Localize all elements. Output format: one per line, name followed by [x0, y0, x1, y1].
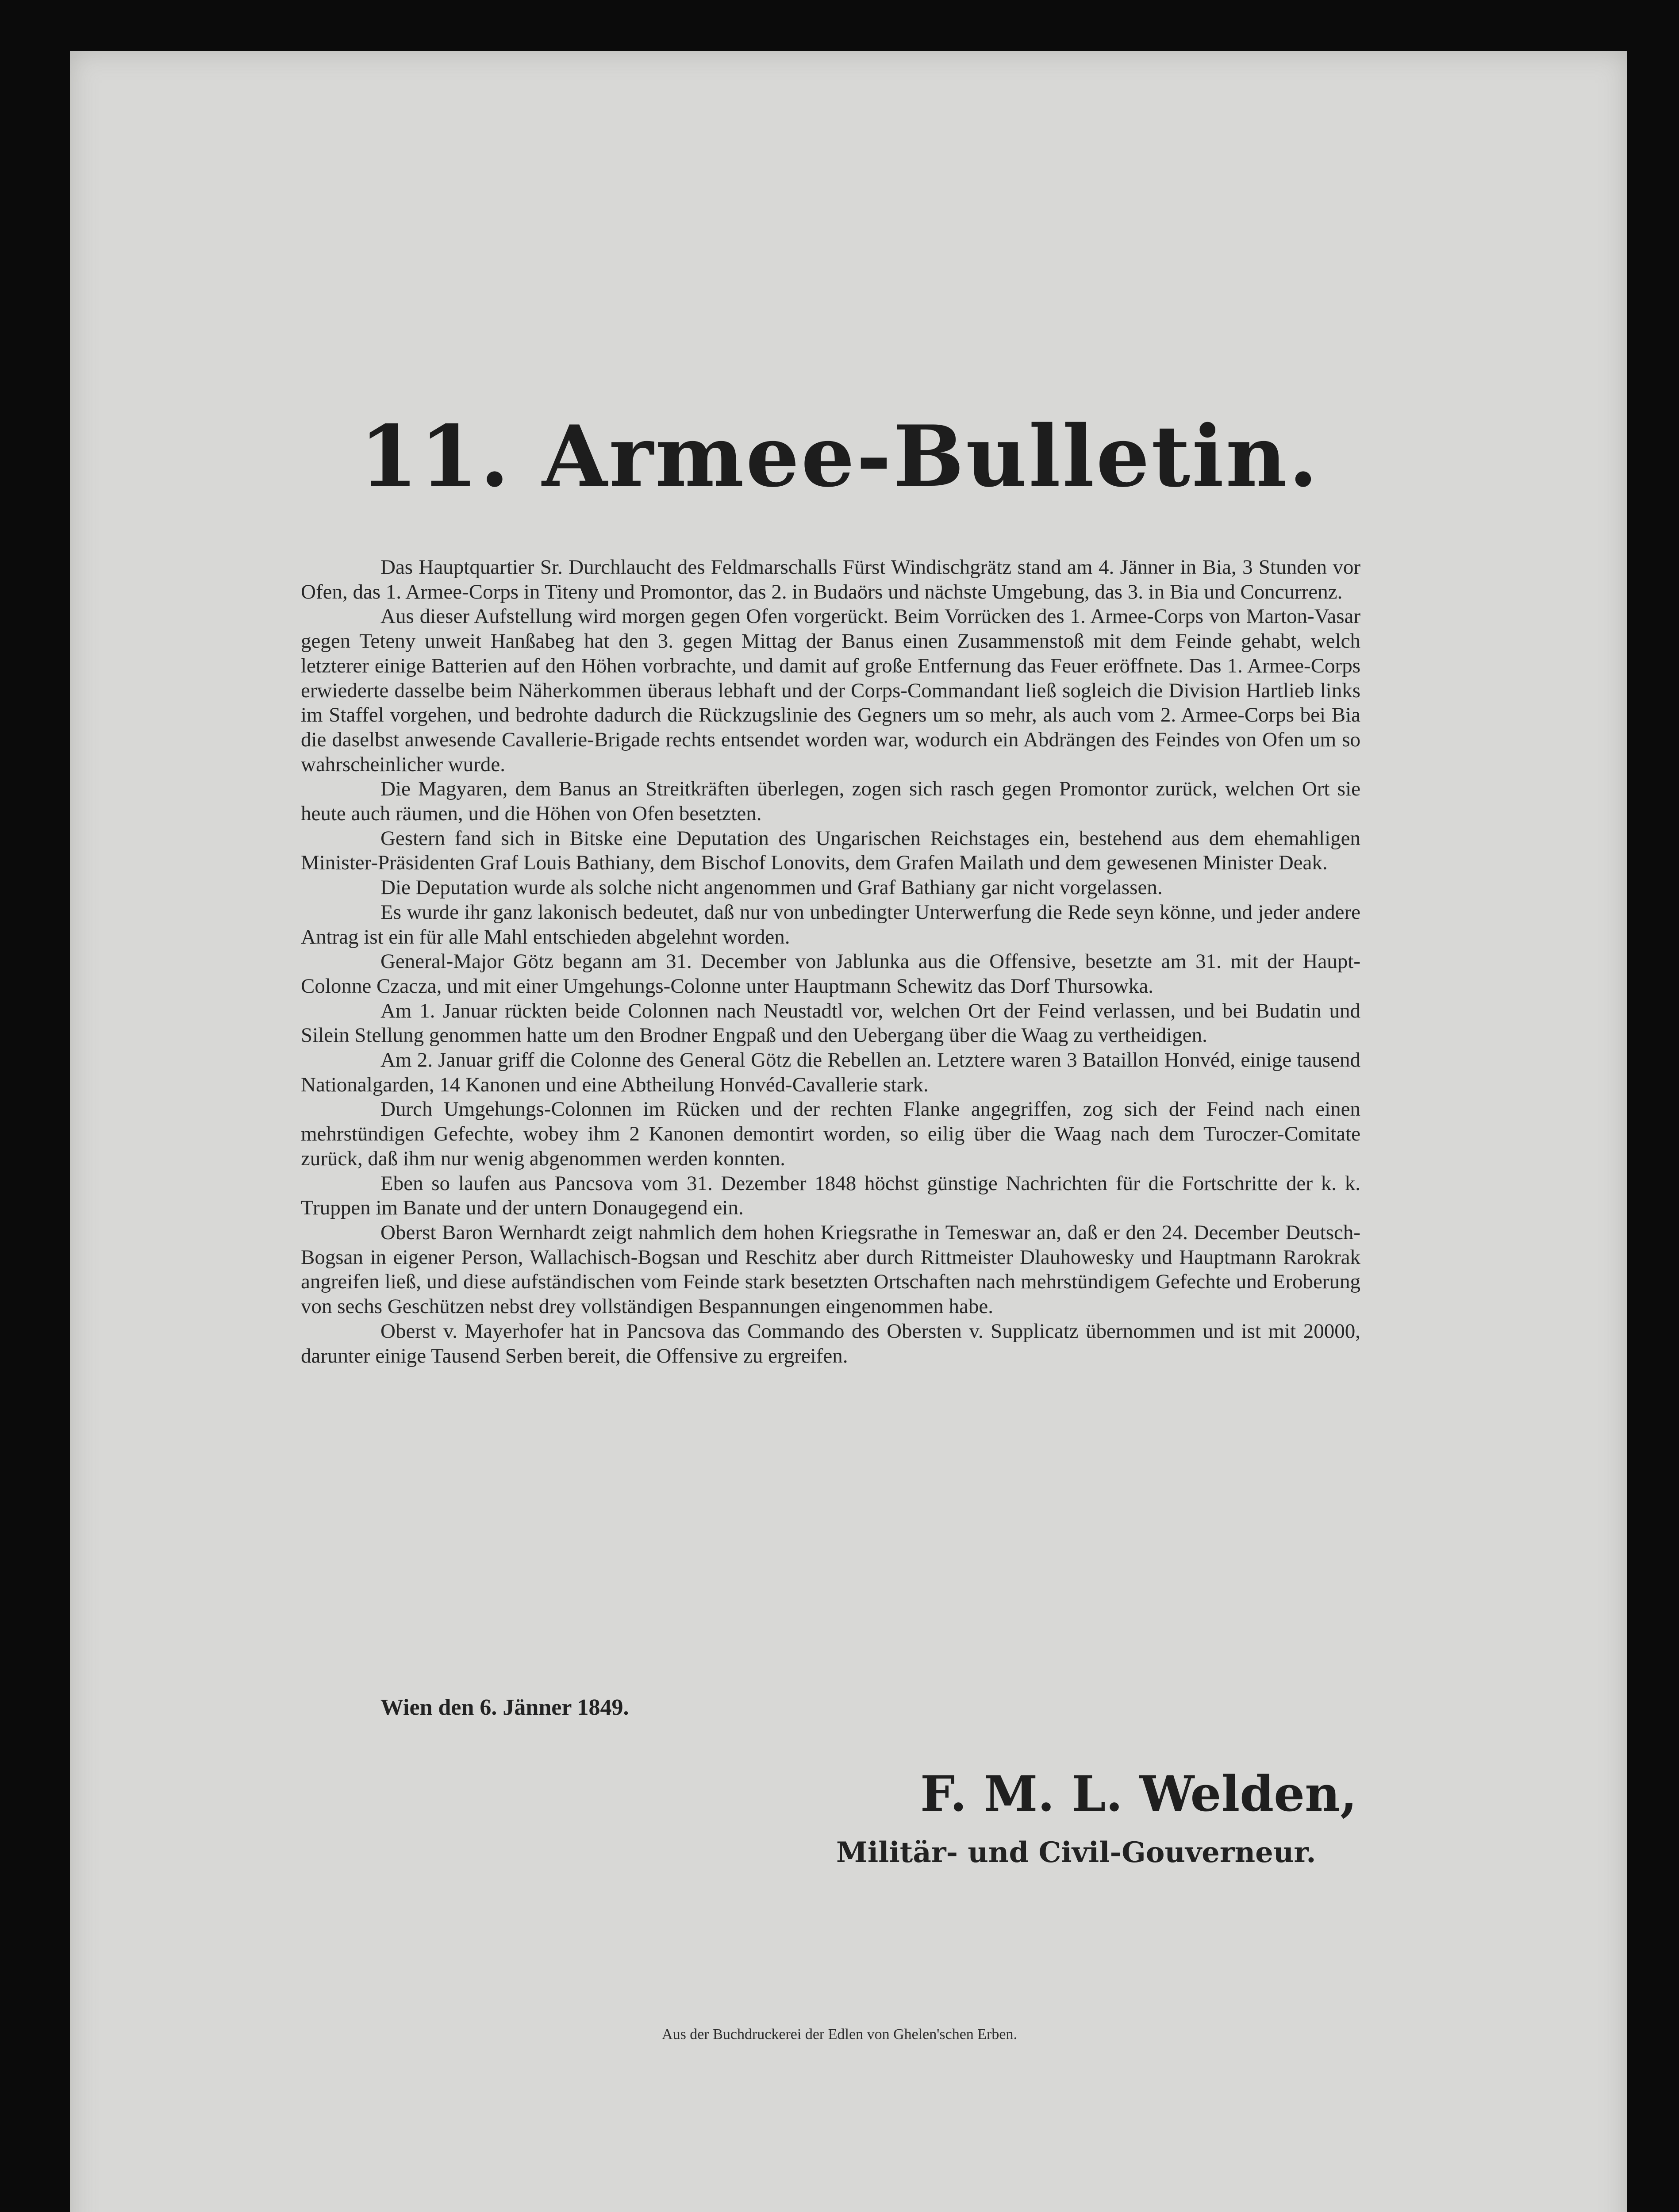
paragraph: Oberst v. Mayerhofer hat in Pancsova das Commando des Obersten v. Supplicatz übernommen und ist mit 20000, darunter einige Tausend Serben bereit, die Offensive zu ergreifen. [301, 1319, 1360, 1367]
signature: F. M. L. Welden, [920, 1765, 1357, 1822]
paragraph: Gestern fand sich in Bitske eine Deputation des Ungarischen Reichstages ein, bestehend aus dem ehemahligen Minister-Präsidenten Graf Louis Bathiany, dem Bischof Lonovits, dem Grafen Mailath und dem gewesenen Minister Deak. [301, 826, 1360, 875]
page-title: 11. Armee-Bulletin. [359, 407, 1320, 506]
signature-title: Militär- und Civil-Gouverneur. [836, 1836, 1316, 1869]
paragraph: Am 1. Januar rückten beide Colonnen nach Neustadtl vor, welchen Ort der Feind verlassen, und bei Budatin und Silein Stellung genommen hatte um den Brodner Engpaß und den Uebergang über die Waag zu vertheidigen. [301, 999, 1360, 1047]
paragraph: Eben so laufen aus Pancsova vom 31. Dezember 1848 höchst günstige Nachrichten für die Fortschritte der k. k. Truppen im Banate und der untern Donaugegend ein. [301, 1171, 1360, 1220]
paragraph: Oberst Baron Wernhardt zeigt nahmlich dem hohen Kriegsrathe in Temeswar an, daß er den 24. December Deutsch-Bogsan in eigener Person, Wallachisch-Bogsan und Reschitz aber durch Rittmeister Dlauhowesky und Hauptmann Rarokrak angreifen ließ, und diese aufständischen vom Feinde stark besetzten Ortschaften nach mehrstündigem Gefechte und Eroberung von sechs Geschützen nebst drey vollständigen Bespannungen eingenommen habe. [301, 1221, 1360, 1318]
dateline: Wien den 6. Jänner 1849. [380, 1695, 629, 1720]
printer-imprint: Aus der Buchdruckerei der Edlen von Ghelen'schen Erben. [662, 2026, 1017, 2043]
paragraph: Die Magyaren, dem Banus an Streitkräften überlegen, zogen sich rasch gegen Promontor zurück, welchen Ort sie heute auch räumen, und die Höhen von Ofen besetzten. [301, 777, 1360, 826]
paragraph: General-Major Götz begann am 31. December von Jablunka aus die Offensive, besetzte am 31. mit der Haupt-Colonne Czacza, und mit einer Umgehungs-Colonne unter Hauptmann Schewitz das Dorf Thursowka. [301, 950, 1360, 998]
paragraph: Durch Umgehungs-Colonnen im Rücken und der rechten Flanke angegriffen, zog sich der Feind nach einen mehrstündigen Gefechte, wobey ihm 2 Kanonen demontirt worden, so eilig über die Waag nach dem Turoczer-Comitate zurück, daß ihm nur wenig abgenommen werden konnten. [301, 1098, 1360, 1170]
paragraph: Das Hauptquartier Sr. Durchlaucht des Feldmarschalls Fürst Windischgrätz stand am 4. Jänner in Bia, 3 Stunden vor Ofen, das 1. Armee-Corps in Titeny und Promontor, das 2. in Budaörs und nächste Umgebung, das 3. in Bia und Concurrenz. [301, 556, 1360, 603]
paragraph: Aus dieser Aufstellung wird morgen gegen Ofen vorgerückt. Beim Vorrücken des 1. Armee-Corps von Marton-Vasar gegen Teteny unweit Hanßabeg hat den 3. gegen Mittag der Banus einen Zusammenstoß mit dem Feinde gehabt, welch letzterer einige Batterien auf den Höhen vorbrachte, und damit auf große Entfernung das Feuer eröffnete. Das 1. Armee-Corps erwiederte dasselbe beim Näherkommen überaus lebhaft und der Corps-Commandant ließ sogleich die Division Hartlieb links im Staffel vorgehen, und bedrohte dadurch die Rückzugslinie des Gegners um so mehr, als auch vom 2. Armee-Corps bei Bia die daselbst anwesende Cavallerie-Brigade rechts entsendet worden war, wodurch ein Abdrängen des Feindes von Ofen um so wahrscheinlicher wurde. [301, 605, 1360, 776]
bulletin-body [301, 555, 1360, 1368]
paragraph: Es wurde ihr ganz lakonisch bedeutet, daß nur von unbedingter Unterwerfung die Rede seyn könne, und jeder andere Antrag ist ein für alle Mahl entschieden abgelehnt worden. [301, 900, 1360, 949]
paragraph: Die Deputation wurde als solche nicht angenommen und Graf Bathiany gar nicht vorgelassen. [380, 876, 1163, 899]
paragraph: Am 2. Januar griff die Colonne des General Götz die Rebellen an. Letztere waren 3 Bataillon Honvéd, einige tausend Nationalgarden, 14 Kanonen und eine Abtheilung Honvéd-Cavallerie stark. [301, 1048, 1360, 1096]
